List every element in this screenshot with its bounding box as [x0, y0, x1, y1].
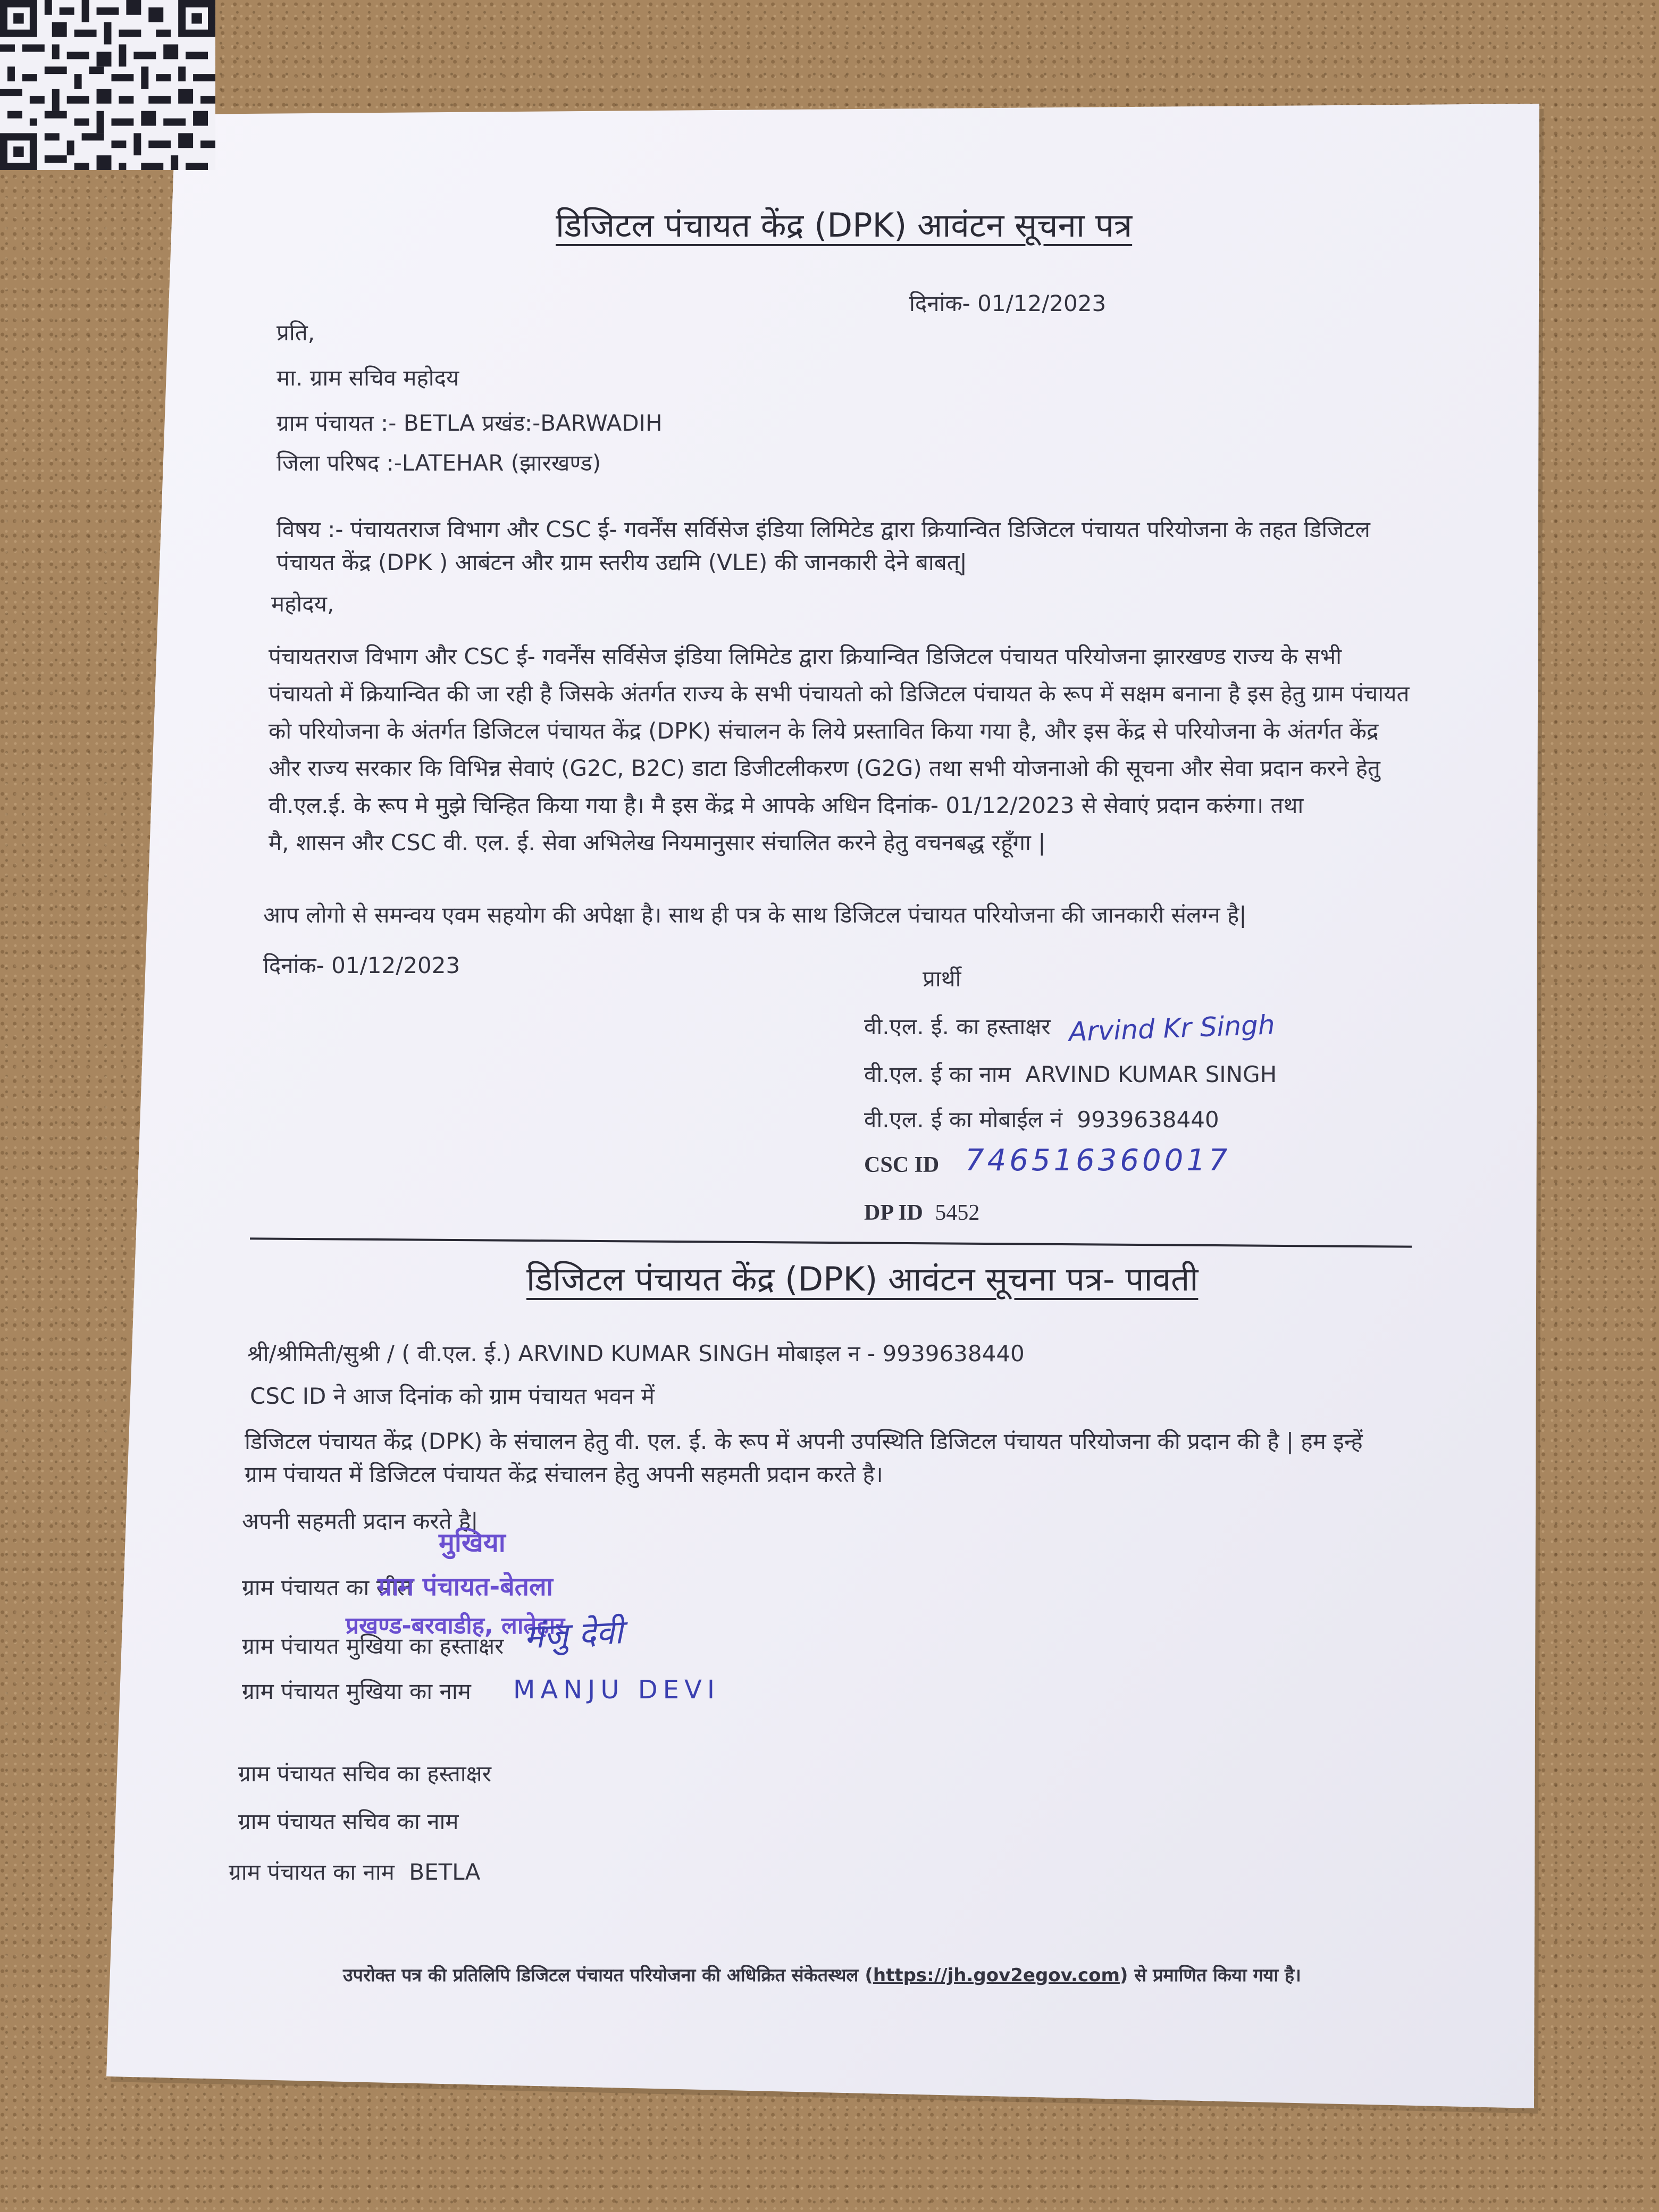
letter-title: डिजिटल पंचायत केंद्र (DPK) आवंटन सूचना पत्र [556, 206, 1133, 245]
vle-mobile-row [864, 1103, 1219, 1136]
panchayat-line: ग्राम पंचायत :- BETLA प्रखंड:-BARWADIH [276, 410, 663, 436]
mukhiya-signature: मंजु देवी [523, 1612, 624, 1656]
vle-name: ARVIND KUMAR SINGH [1025, 1061, 1277, 1087]
letter-date: दिनांक- 01/12/2023 [909, 290, 1107, 316]
receipt-line2: CSC ID ने आज दिनांक को ग्राम पंचायत भवन में [250, 1383, 655, 1409]
vle-sign-label: वी.एल. ई. का हस्ताक्षर [864, 1013, 1051, 1040]
closing-line: आप लोगो से समन्वय एवम सहयोग की अपेक्षा है। साथ ही पत्र के साथ डिजिटल पंचायत परियोजना की जानकारी संलग्न है| [263, 902, 1247, 928]
mukhiya-sign-label: ग्राम पंचायत मुखिया का हस्ताक्षर [242, 1633, 504, 1659]
stamp-panchayat: ग्राम पंचायत-बेतला [378, 1572, 553, 1602]
district-line: जिला परिषद :-LATEHAR (झारखण्ड) [276, 450, 601, 476]
footer-note [343, 1962, 1301, 1987]
mukhiya-name-handwritten: MANJU DEVI [513, 1675, 720, 1705]
panchayat-name-row [229, 1856, 480, 1889]
receipt-line1: श्री/श्रीमिती/सुश्री / ( वी.एल. ई.) ARVIND KUMAR SINGH मोबाइल न - 9939638440 [247, 1340, 1025, 1367]
vle-name-label: वी.एल. ई का नाम [864, 1061, 1011, 1087]
consent-line: अपनी सहमती प्रदान करते है| [242, 1508, 479, 1534]
secretary-sign-label: ग्राम पंचायत सचिव का हस्ताक्षर [238, 1761, 491, 1787]
stamp-block: प्रखण्ड-बरवाडीह, लातेहार [346, 1612, 565, 1639]
footer-post: ) से प्रमाणित किया गया है। [1119, 1965, 1301, 1986]
body-line: मै, शासन और CSC वी. एल. ई. सेवा अभिलेख नियमानुसार संचालित करने हेतु वचनबद्ध रहूँगा | [269, 830, 1046, 856]
subject-line: विषय :- पंचायतराज विभाग और CSC ई- गवर्नेंस सर्विसेज इंडिया लिमिटेड द्वारा क्रियान्वित डिजिटल पंचायत परियोजना के तहत डिजिटल [276, 516, 1370, 542]
to-label: प्रति, [276, 320, 315, 346]
body-line: को परियोजना के अंतर्गत डिजिटल पंचायत केंद्र (DPK) संचालन के लिये प्रस्तावित किया गया है, और इस केंद्र से परियोजना के अंतर्गत केंद्र [269, 718, 1379, 744]
panchayat-name-label: ग्राम पंचायत का नाम [229, 1859, 395, 1885]
qr-code [0, 0, 215, 170]
vle-signature: Arvind Kr Singh [1068, 1009, 1276, 1048]
dp-id: 5452 [935, 1201, 980, 1225]
vle-name-row [864, 1058, 1277, 1091]
receipt-para-line: डिजिटल पंचायत केंद्र (DPK) के संचालन हेतु वी. एल. ई. के रूप में अपनी उपस्थिति डिजिटल पंचायत परियोजना की प्रदान की है | हम इन्हें [245, 1428, 1363, 1454]
panchayat-name: BETLA [409, 1859, 481, 1885]
letter-date-bottom: दिनांक- 01/12/2023 [263, 952, 460, 978]
seal-label: ग्राम पंचायत का सील [242, 1574, 413, 1601]
body-line: और राज्य सरकार कि विभिन्न सेवाएं (G2C, B2C) डाटा डिजीटलीकरण (G2G) तथा सभी योजनाओ की सूचना और सेवा प्रदान करने हेतु [269, 755, 1380, 781]
footer-pre: उपरोक्त पत्र की प्रतिलिपि डिजिटल पंचायत परियोजना की अधिक्रित संकेतस्थल ( [343, 1965, 873, 1986]
subject-line: पंचायत केंद्र (DPK ) आबंटन और ग्राम स्तरीय उद्यमि (VLE) की जानकारी देने बाबत्| [276, 549, 967, 575]
dp-id-label: DP ID [864, 1201, 923, 1225]
body-line: पंचायतराज विभाग और CSC ई- गवर्नेंस सर्विसेज इंडिया लिमिटेड द्वारा क्रियान्वित डिजिटल पंचायत परियोजना झारखण्ड राज्य के सभी [269, 643, 1342, 669]
mukhiya-stamp-title: मुखिया [439, 1527, 506, 1558]
body-line: वी.एल.ई. के रूप मे मुझे चिन्हित किया गया है। मै इस केंद्र मे आपके अधिन दिनांक- 01/12/2023 से सेवाएं प्रदान करुंगा। तथा [269, 792, 1304, 818]
subject [276, 513, 1370, 579]
footer-url[interactable]: https://jh.gov2egov.com [873, 1965, 1120, 1986]
csc-id-handwritten: 746516360017 [965, 1143, 1231, 1178]
receipt-paragraph [245, 1425, 1363, 1491]
secretary-name-label: ग्राम पंचायत सचिव का नाम [238, 1808, 459, 1834]
addressee: मा. ग्राम सचिव महोदय [276, 365, 459, 391]
mukhiya-name-label: ग्राम पंचायत मुखिया का नाम [242, 1678, 471, 1704]
dp-id-row [864, 1196, 979, 1229]
vle-mobile-label: वी.एल. ई का मोबाईल नं [864, 1107, 1063, 1133]
receipt-para-line: ग्राम पंचायत में डिजिटल पंचायत केंद्र संचालन हेतु अपनी सहमती प्रदान करते है। [245, 1461, 883, 1487]
vle-mobile: 9939638440 [1077, 1107, 1219, 1133]
receipt-title: डिजिटल पंचायत केंद्र (DPK) आवंटन सूचना पत्र- पावती [526, 1260, 1199, 1298]
letter-body [269, 638, 1409, 861]
salutation: महोदय, [271, 591, 334, 617]
csc-id-label: CSC ID [864, 1153, 940, 1177]
applicant-label: प्रार्थी [923, 966, 961, 992]
body-line: पंचायतो में क्रियान्वित की जा रही है जिसके अंतर्गत राज्य के सभी पंचायतो को डिजिटल पंचायत के रूप में सक्षम बनाना है इस हेतु ग्राम पंचायत [269, 681, 1410, 707]
